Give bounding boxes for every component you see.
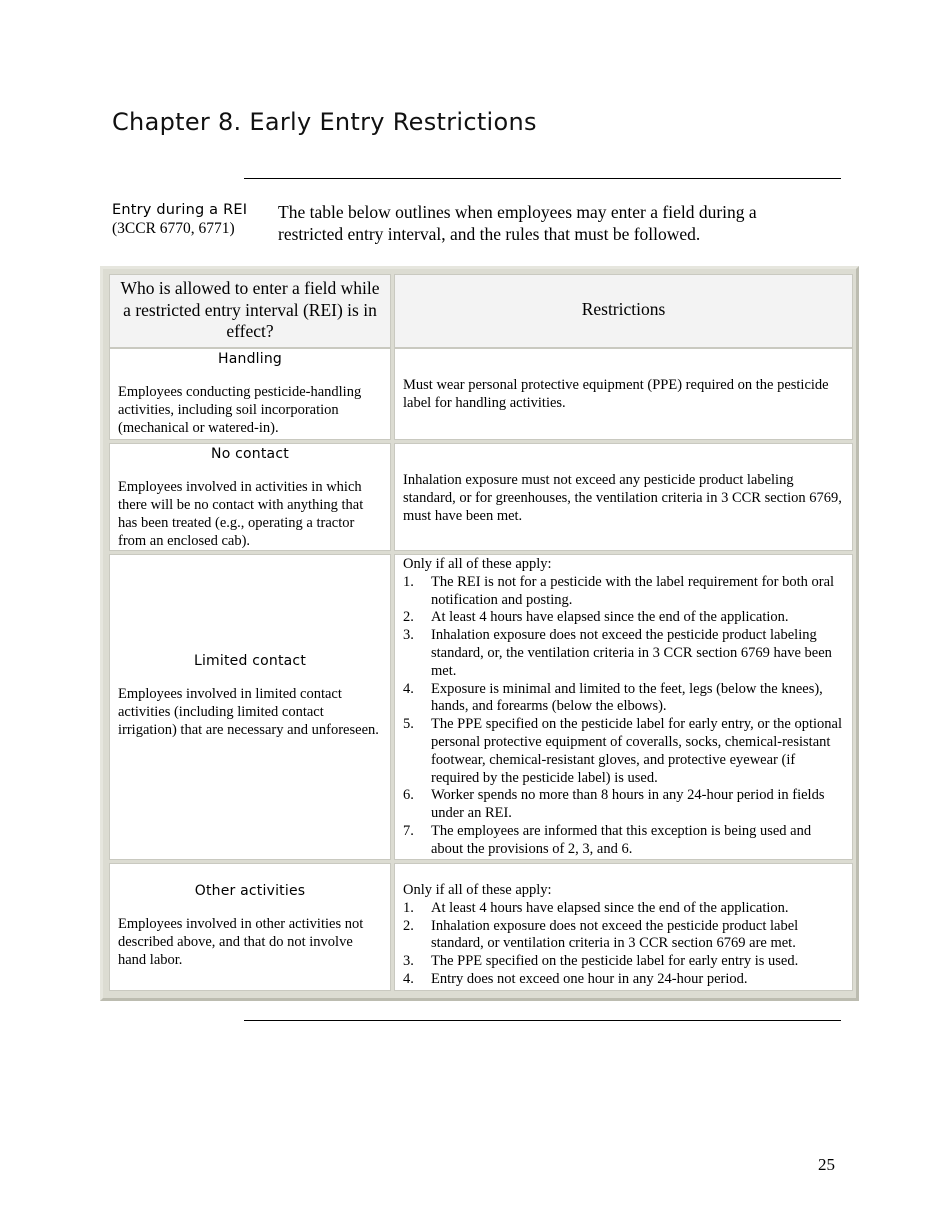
intro-paragraph: The table below outlines when employees may enter a field during a restricted entry interval, and the rules that must be followed.	[278, 202, 757, 244]
list-item: 5. The PPE specified on the pesticide label for early entry, or the optional personal protective equipment of coveralls, socks, chemical-resistant footwear, chemical-resistant gloves, and protective eyewear (if required by the pesticide label) is used.	[403, 716, 842, 786]
list-item: 3. Inhalation exposure does not exceed the pesticide product labeling standard, or, the ventilation criteria in 3 CCR section 6769 have been met.	[403, 627, 832, 679]
table-row-no-contact-restriction	[394, 443, 853, 551]
side-label	[112, 202, 272, 238]
list-item: 7. The employees are informed that this exception is being used and about the provisions of 2, 3, and 6.	[403, 822, 812, 857]
table-row-no-contact-category	[109, 443, 391, 551]
restriction-intro-other-activities: Only if all of these apply:	[403, 882, 552, 898]
restriction-intro-limited-contact: Only if all of these apply:	[403, 556, 552, 572]
side-label-citation: (3CCR 6770, 6771)	[112, 220, 235, 237]
list-item: 1. At least 4 hours have elapsed since the end of the application.	[403, 899, 789, 916]
category-description-no-contact: Employees involved in activities in which there will be no contact with anything that has been treated (e.g., operating a tractor from an enclosed cab).	[118, 479, 364, 549]
table-row-limited-contact-category	[109, 554, 391, 860]
category-title-other-activities: Other activities	[194, 883, 306, 899]
entry-restrictions-table	[100, 266, 859, 1001]
category-description-handling: Employees conducting pesticide-handling activities, including soil incorporation (mechanical or watered-in).	[118, 384, 362, 436]
side-label-title: Entry during a REI	[112, 202, 248, 218]
header-who: Who is allowed to enter a field while a restricted entry interval (REI) is in effect?	[109, 274, 391, 348]
bottom-divider	[244, 1020, 841, 1021]
restriction-list-other-activities	[395, 882, 852, 989]
restriction-list-limited-contact	[395, 556, 852, 859]
category-description-limited-contact: Employees involved in limited contact activities (including limited contact irrigation) that are necessary and unforeseen.	[118, 686, 379, 738]
list-item: 1. The REI is not for a pesticide with the label requirement for both oral notification and posting.	[403, 573, 835, 608]
category-title-handling: Handling	[217, 351, 282, 367]
top-divider	[244, 178, 841, 179]
category-description-other-activities: Employees involved in other activities not described above, and that do not involve hand labor.	[118, 916, 364, 968]
table-row-handling-restriction	[394, 348, 853, 440]
category-title-limited-contact: Limited contact	[193, 653, 307, 669]
restriction-text-no-contact: Inhalation exposure must not exceed any pesticide product labeling standard, or for greenhouses, the ventilation criteria in 3 CCR section 6769, must have been met.	[403, 472, 842, 524]
page-number: 25	[818, 1155, 835, 1174]
list-item: 6. Worker spends no more than 8 hours in any 24-hour period in fields under an REI.	[403, 787, 825, 822]
category-title-no-contact: No contact	[211, 446, 289, 462]
list-item: 4. Exposure is minimal and limited to the feet, legs (below the knees), hands, and forearms (below the elbows).	[403, 680, 823, 715]
table-row-other-activities-category	[109, 863, 391, 991]
list-item: 2. At least 4 hours have elapsed since the end of the application.	[403, 609, 789, 626]
chapter-title: Chapter 8. Early Entry Restrictions	[112, 108, 537, 136]
list-item: 4. Entry does not exceed one hour in any 24-hour period.	[403, 970, 748, 987]
list-item: 3. The PPE specified on the pesticide label for early entry is used.	[403, 953, 799, 970]
table-row-limited-contact-restriction	[394, 554, 853, 860]
table-row-handling-category	[109, 348, 391, 440]
list-item: 2. Inhalation exposure does not exceed the pesticide product label standard, or ventilation criteria in 3 CCR section 6769 are met.	[403, 917, 799, 952]
header-restrictions	[394, 274, 853, 348]
restriction-text-handling: Must wear personal protective equipment (PPE) required on the pesticide label for handling activities.	[403, 377, 829, 411]
header-restrictions-label: Restrictions	[581, 298, 666, 319]
table-row-other-activities-restriction	[394, 863, 853, 991]
